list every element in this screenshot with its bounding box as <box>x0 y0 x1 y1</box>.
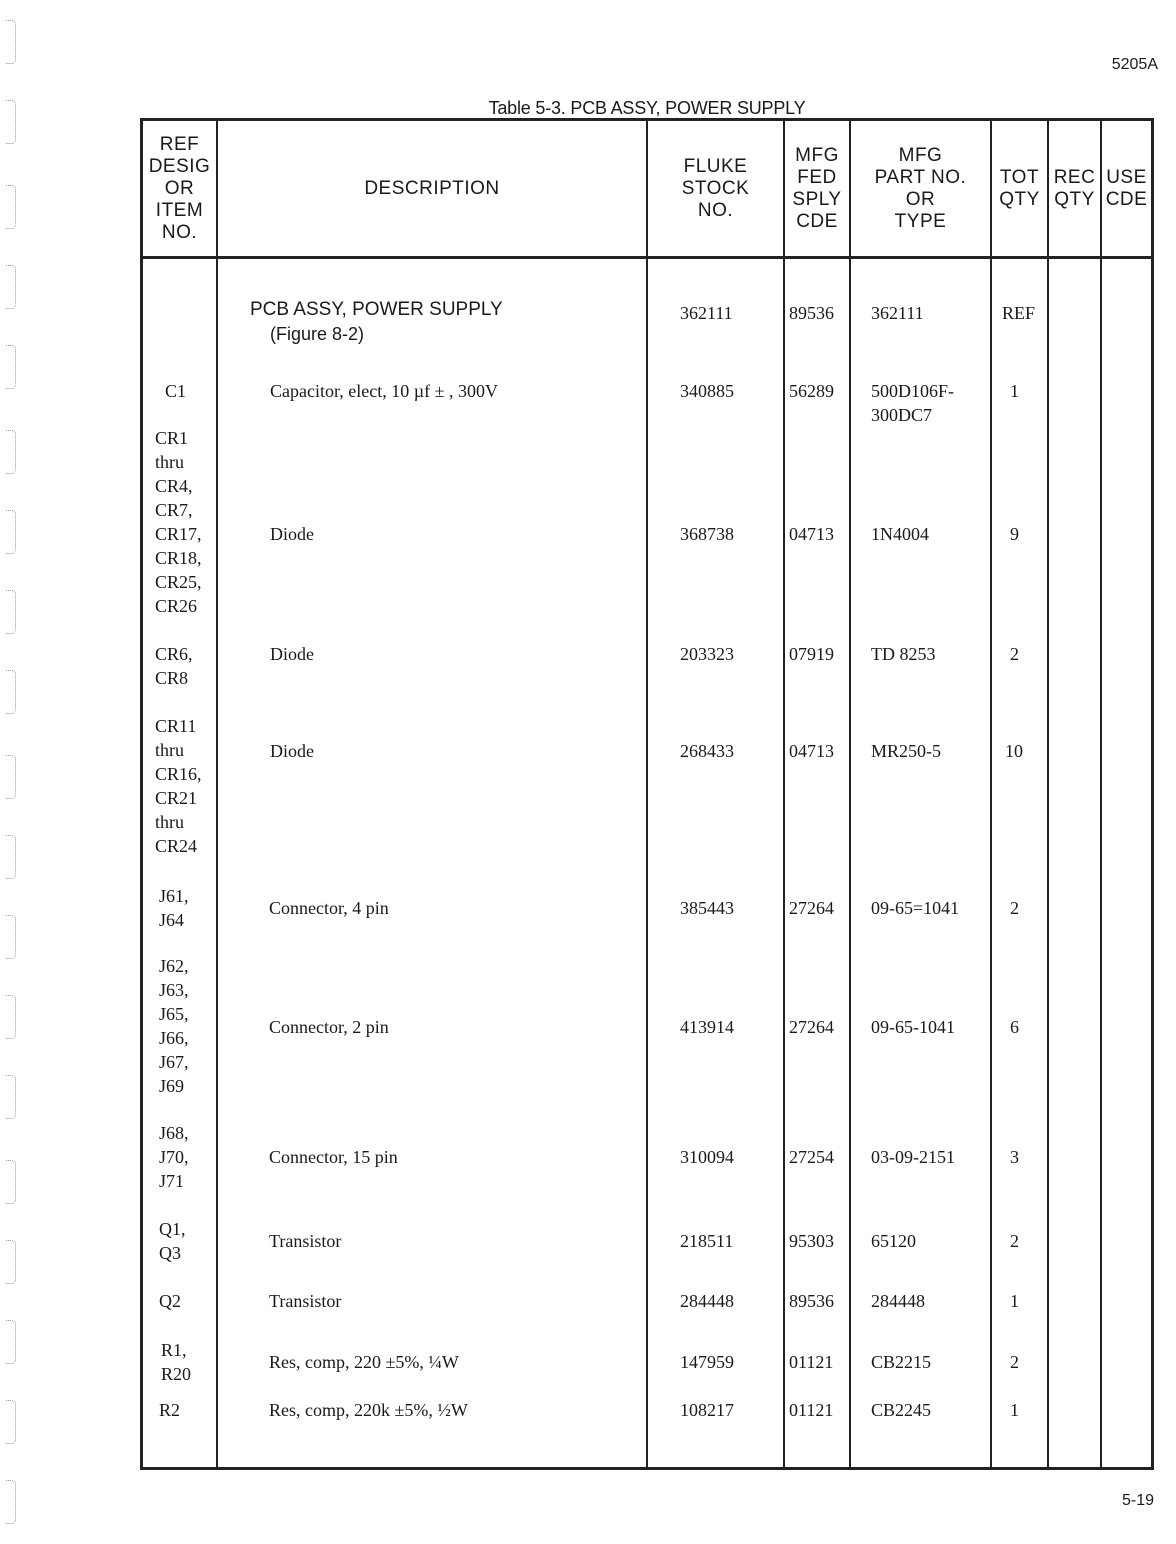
column-divider <box>1047 121 1049 1467</box>
part-description: Res, comp, 220k ±5%, ½W <box>269 1400 468 1420</box>
stock-number: 268433 <box>680 741 734 761</box>
parts-list-table <box>140 118 1154 1470</box>
mfg-code: 04713 <box>789 524 834 544</box>
header-mfg-fed-sply-cde: MFG FED SPLY CDE <box>792 144 842 232</box>
header-use-cde: USE CDE <box>1105 166 1148 210</box>
mfg-code: 27264 <box>789 1017 834 1037</box>
total-quantity: REF <box>1002 303 1036 323</box>
ref-designator: CR1 thru CR4, CR7, CR17, CR18, CR25, CR26 <box>155 428 202 616</box>
mfg-code: 07919 <box>789 644 834 664</box>
part-description: Diode <box>270 524 314 544</box>
header-rec-qty: REC QTY <box>1053 166 1096 210</box>
ref-designator: C1 <box>165 381 187 401</box>
part-description: Connector, 4 pin <box>269 898 389 918</box>
mfg-code: 89536 <box>789 1291 834 1311</box>
part-description: Connector, 15 pin <box>269 1147 398 1167</box>
stock-number: 203323 <box>680 644 734 664</box>
total-quantity: 2 <box>1010 898 1019 918</box>
stock-number: 385443 <box>680 898 734 918</box>
mfg-part-number: 1N4004 <box>871 524 929 544</box>
mfg-code: 27264 <box>789 898 834 918</box>
part-description: Capacitor, elect, 10 µf ± , 300V <box>270 381 498 401</box>
header-mfg-part-no: MFG PART NO. OR TYPE <box>874 144 967 232</box>
ref-designator: CR6, CR8 <box>155 644 193 688</box>
mfg-code: 01121 <box>789 1400 834 1420</box>
total-quantity: 2 <box>1010 644 1019 664</box>
mfg-code: 56289 <box>789 381 834 401</box>
page-number: 5-19 <box>1121 1492 1154 1509</box>
mfg-code: 95303 <box>789 1231 834 1251</box>
ref-designator: J68, J70, J71 <box>159 1123 189 1191</box>
binder-hole <box>6 1240 16 1284</box>
binder-hole <box>6 265 16 309</box>
ref-designator: R2 <box>159 1400 181 1420</box>
binder-hole <box>6 590 16 634</box>
total-quantity: 2 <box>1010 1231 1019 1251</box>
column-divider <box>783 121 785 1467</box>
binder-hole <box>6 430 16 474</box>
column-divider <box>990 121 992 1467</box>
mfg-part-number: MR250-5 <box>871 741 942 761</box>
part-description: Transistor <box>269 1291 342 1311</box>
page-identifier: 5205A <box>1111 56 1158 73</box>
ref-designator: CR11 thru CR16, CR21 thru CR24 <box>155 716 202 856</box>
binder-hole <box>6 670 16 714</box>
header-ref-desig: REF DESIG OR ITEM NO. <box>148 133 211 243</box>
ref-designator: Q1, Q3 <box>159 1219 186 1263</box>
stock-number: 218511 <box>680 1231 734 1251</box>
mfg-code: 01121 <box>789 1352 834 1372</box>
mfg-part-number: 284448 <box>871 1291 925 1311</box>
stock-number: 108217 <box>680 1400 734 1420</box>
stock-number: 284448 <box>680 1291 734 1311</box>
binder-hole <box>6 835 16 879</box>
stock-number: 310094 <box>680 1147 734 1167</box>
total-quantity: 3 <box>1010 1147 1019 1167</box>
binder-hole <box>6 1160 16 1204</box>
header-tot-qty: TOT QTY <box>999 166 1040 210</box>
stock-number: 413914 <box>680 1017 734 1037</box>
stock-number: 340885 <box>680 381 734 401</box>
binder-hole <box>6 20 16 64</box>
part-description: Transistor <box>269 1231 342 1251</box>
binder-hole <box>6 1400 16 1444</box>
stock-number: 362111 <box>680 303 733 323</box>
binder-hole <box>6 915 16 959</box>
header-stock-no: FLUKE STOCK NO. <box>681 155 750 221</box>
ref-designator: R1, R20 <box>161 1340 192 1384</box>
mfg-code: 89536 <box>789 303 834 323</box>
part-description: Res, comp, 220 ±5%, ¼W <box>269 1352 459 1372</box>
mfg-part-number: TD 8253 <box>871 644 936 664</box>
binder-hole <box>6 1075 16 1119</box>
binder-hole <box>6 100 16 144</box>
binder-hole <box>6 1480 16 1524</box>
column-divider <box>216 121 218 1467</box>
total-quantity: 2 <box>1010 1352 1019 1372</box>
mfg-part-number: 362111 <box>871 303 924 323</box>
total-quantity: 1 <box>1010 1291 1019 1311</box>
total-quantity: 1 <box>1010 381 1019 401</box>
binder-hole <box>6 185 16 229</box>
binder-hole <box>6 510 16 554</box>
total-quantity: 9 <box>1010 524 1019 544</box>
column-divider <box>849 121 851 1467</box>
total-quantity: 6 <box>1010 1017 1019 1037</box>
assembly-title: PCB ASSY, POWER SUPPLY <box>250 299 503 320</box>
mfg-part-number: CB2215 <box>871 1352 932 1372</box>
column-divider <box>646 121 648 1467</box>
part-description: Diode <box>270 741 314 761</box>
binder-hole-strip <box>0 0 26 1544</box>
mfg-part-number: 09-65-1041 <box>871 1017 955 1037</box>
binder-hole <box>6 755 16 799</box>
ref-designator: J61, J64 <box>159 886 189 930</box>
binder-hole <box>6 345 16 389</box>
mfg-code: 04713 <box>789 741 834 761</box>
part-description: Connector, 2 pin <box>269 1017 389 1037</box>
column-divider <box>1100 121 1102 1467</box>
total-quantity: 10 <box>1005 741 1023 761</box>
header-divider <box>143 256 1151 259</box>
mfg-code: 27254 <box>789 1147 834 1167</box>
table-title: Table 5-3. PCB ASSY, POWER SUPPLY <box>488 98 806 118</box>
ref-designator: J62, J63, J65, J66, J67, J69 <box>159 956 189 1096</box>
total-quantity: 1 <box>1010 1400 1019 1420</box>
stock-number: 147959 <box>680 1352 734 1372</box>
mfg-part-number: 65120 <box>871 1231 916 1251</box>
mfg-part-number: CB2245 <box>871 1400 932 1420</box>
part-description: Diode <box>270 644 314 664</box>
binder-hole <box>6 995 16 1039</box>
mfg-part-number: 03-09-2151 <box>871 1147 955 1167</box>
binder-hole <box>6 1320 16 1364</box>
stock-number: 368738 <box>680 524 734 544</box>
ref-designator: Q2 <box>159 1291 181 1311</box>
assembly-figure-ref: (Figure 8-2) <box>270 324 365 344</box>
mfg-part-number: 500D106F- 300DC7 <box>871 381 955 425</box>
mfg-part-number: 09-65=1041 <box>871 898 960 918</box>
header-description: DESCRIPTION <box>364 177 500 199</box>
